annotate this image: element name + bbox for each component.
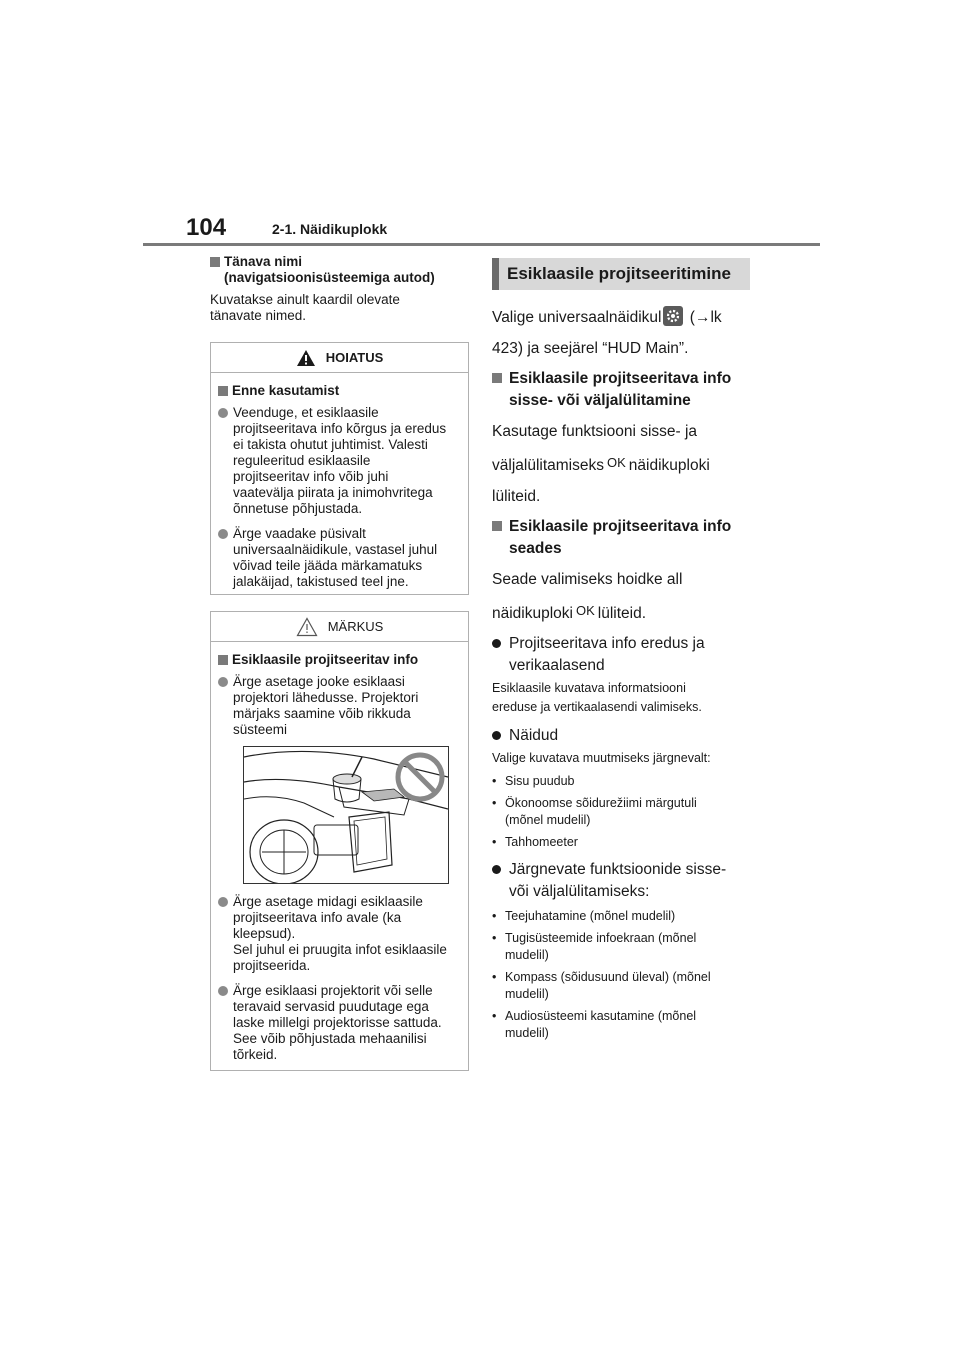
- header-divider: [143, 243, 820, 246]
- list-item: • Kompass (sõidusuund üleval) (mõnel mudelil): [492, 970, 711, 1001]
- hud-onoff-heading: Esiklaasile projitseeritava info sisse- või väljalülitamine: [492, 368, 762, 412]
- notice-item: Ärge asetage midagi esiklaasile projitseeritava info avale (ka kleepsud). Sel juhul ei pruugita infot esiklaasile projitseerida.: [218, 894, 458, 974]
- square-bullet-icon: [492, 373, 502, 383]
- settings-gear-icon: [663, 306, 683, 326]
- section-title: 2-1. Näidikuplokk: [272, 221, 388, 237]
- hud-settings-heading: Esiklaasile projitseeritava info seades: [492, 516, 762, 560]
- ok-switch-icon: OK: [576, 603, 595, 618]
- warning-subheading: Enne kasutamist: [218, 383, 458, 399]
- bullet-dot-icon: [218, 677, 228, 687]
- display-text: Valige kuvatava muutmiseks järgnevalt:: [492, 751, 711, 765]
- warning-triangle-icon: [296, 349, 316, 367]
- warning-header: [211, 343, 468, 373]
- notice-item: Ärge esiklaasi projektorit või selle teravaid servasid puudutage ega laske millelgi projektorisse sattuda. See võib põhjustada mehaanilisi tõrkeid.: [218, 983, 458, 1063]
- ok-switch-icon: OK: [606, 455, 626, 470]
- notice-subheading: Esiklaasile projitseeritav info: [218, 652, 458, 668]
- display-heading: Näidud: [492, 725, 762, 747]
- bullet-dot-icon: [492, 639, 501, 648]
- brightness-heading: Projitseeritava info eredus ja verikaalasend: [492, 633, 762, 677]
- notice-header: [211, 612, 468, 642]
- list-item: • Ökonoomse sõidurežiimi märgutuli (mõnel mudelil): [492, 796, 697, 827]
- square-bullet-icon: [218, 386, 228, 396]
- warning-label: HOIATUS: [325, 350, 384, 365]
- functions-heading: Järgnevate funktsioonide sisse- või väljalülitamiseks:: [492, 859, 762, 903]
- list-item: • Tugisüsteemide infoekraan (mõnel mudelil): [492, 931, 697, 962]
- notice-label: MÄRKUS: [327, 619, 384, 634]
- square-bullet-icon: [492, 521, 502, 531]
- list-item: • Audiosüsteemi kasutamine (mõnel mudelil): [492, 1009, 697, 1040]
- page-number: 104: [186, 214, 227, 241]
- notice-item: Ärge asetage jooke esiklaasi projektori lähedusse. Projektori märjaks saamine võib rikkuda süsteemi: [218, 674, 458, 738]
- notice-box: [210, 611, 469, 1071]
- bullet-dot-icon: [492, 731, 501, 740]
- hud-section-title: Esiklaasile projitseeritimine: [492, 258, 750, 290]
- dashboard-illustration: [243, 746, 449, 884]
- warning-item: Ärge vaadake püsivalt universaalnäidikule, vastasel juhul võivad teile jääda märkamatuks jalakäijad, takistused teel jne.: [218, 526, 458, 590]
- street-name-heading: Tänava nimi (navigatsioonisüsteemiga autod): [210, 254, 470, 286]
- bullet-dot-icon: [492, 865, 501, 874]
- no-drinks-near-projector-illustration: [244, 747, 448, 883]
- warning-box: [210, 342, 469, 595]
- caution-triangle-icon: [296, 617, 318, 637]
- list-item: • Teejuhatamine (mõnel mudelil): [492, 909, 676, 923]
- bullet-dot-icon: [218, 897, 228, 907]
- bullet-dot-icon: [218, 986, 228, 996]
- warning-item: Veenduge, et esiklaasile projitseeritava info kõrgus ja eredus ei takista ohutut juhtimist. Valesti reguleeritud esiklaasile projitseeritav info võib juhi vaatevälja piirata ja inimohvritega õnnetuse põhjustada.: [218, 405, 458, 517]
- square-bullet-icon: [210, 257, 220, 267]
- street-name-text: Kuvatakse ainult kaardil olevate tänavate nimed.: [210, 292, 400, 323]
- hud-section: [492, 258, 762, 1042]
- bullet-dot-icon: [218, 529, 228, 539]
- brightness-text: Esiklaasile kuvatava informatsiooni ereduse ja vertikaalasendi valimiseks.: [492, 681, 702, 714]
- hud-onoff-text: Kasutage funktsiooni sisse- ja väljalülitamiseks OK näidikuploki lüliteid.: [492, 423, 710, 505]
- square-bullet-icon: [218, 655, 228, 665]
- list-item: • Sisu puudub: [492, 774, 575, 788]
- bullet-dot-icon: [218, 408, 228, 418]
- hud-settings-text: Seade valimiseks hoidke all näidikuploki OK lüliteid.: [492, 564, 762, 629]
- list-item: • Tahhomeeter: [492, 835, 578, 849]
- street-name-section: [210, 254, 470, 324]
- hud-intro: Valige universaalnäidikul (→lk 423) ja seejärel “HUD Main”.: [492, 302, 762, 364]
